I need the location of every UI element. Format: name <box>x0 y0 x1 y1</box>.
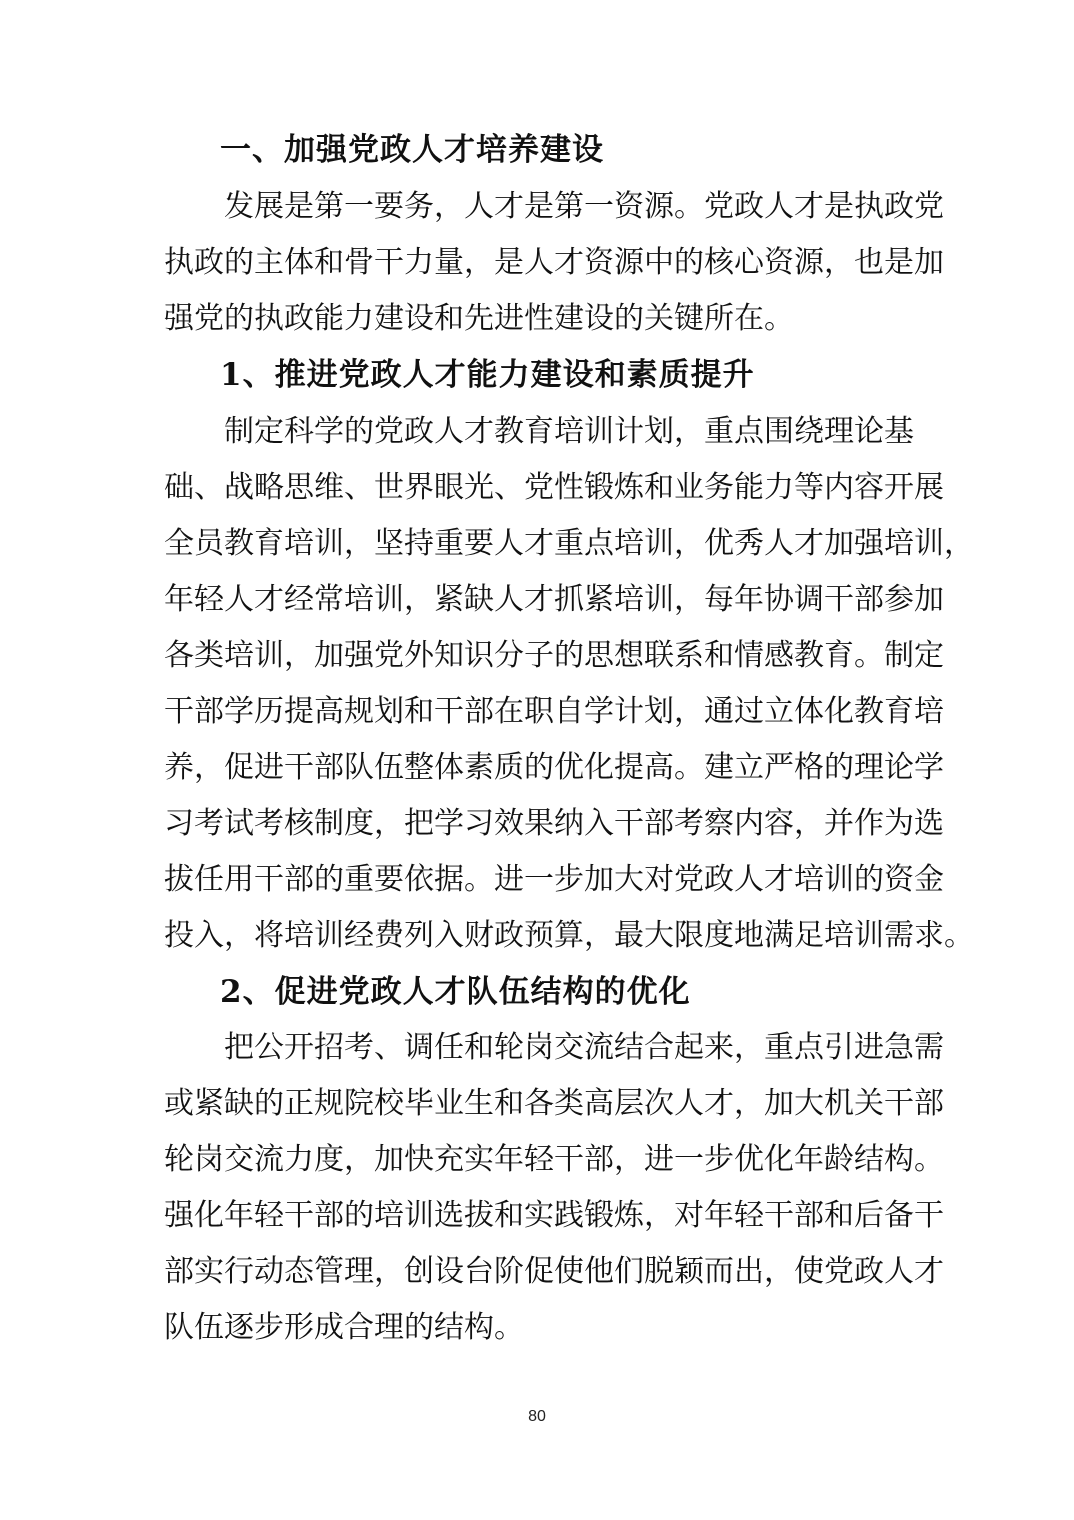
text-line: 制定科学的党政人才教育培训计划，重点围绕理论基 <box>224 414 914 449</box>
subheading-1: 1、推进党政人才能力建设和素质提升 <box>220 357 755 393</box>
text-line: 习考试考核制度，把学习效果纳入干部考察内容，并作为选 <box>164 806 944 841</box>
section-heading: 一、加强党政人才培养建设 <box>220 132 604 168</box>
text-line: 强党的执政能力建设和先进性建设的关键所在。 <box>164 301 794 336</box>
text-line: 发展是第一要务，人才是第一资源。党政人才是执政党 <box>224 189 944 224</box>
text-line: 把公开招考、调任和轮岗交流结合起来，重点引进急需 <box>224 1030 944 1065</box>
text-line: 础、战略思维、世界眼光、党性锻炼和业务能力等内容开展 <box>164 470 944 505</box>
text-line: 强化年轻干部的培训选拔和实践锻炼，对年轻干部和后备干 <box>164 1198 944 1233</box>
text-line: 养，促进干部队伍整体素质的优化提高。建立严格的理论学 <box>164 750 944 785</box>
text-line: 干部学历提高规划和干部在职自学计划，通过立体化教育培 <box>164 694 944 729</box>
text-line: 各类培训，加强党外知识分子的思想联系和情感教育。制定 <box>164 638 944 673</box>
text-line: 拔任用干部的重要依据。进一步加大对党政人才培训的资金 <box>164 862 944 897</box>
page-number: 80 <box>528 1408 546 1425</box>
text-line: 轮岗交流力度，加快充实年轻干部，进一步优化年龄结构。 <box>164 1142 944 1177</box>
text-line: 队伍逐步形成合理的结构。 <box>164 1310 524 1345</box>
text-line: 年轻人才经常培训，紧缺人才抓紧培训，每年协调干部参加 <box>164 582 944 617</box>
text-line: 全员教育培训，坚持重要人才重点培训，优秀人才加强培训， <box>164 526 974 561</box>
text-line: 投入，将培训经费列入财政预算，最大限度地满足培训需求。 <box>164 918 974 953</box>
text-line: 执政的主体和骨干力量，是人才资源中的核心资源，也是加 <box>164 245 944 280</box>
text-line: 或紧缺的正规院校毕业生和各类高层次人才，加大机关干部 <box>164 1086 944 1121</box>
text-line: 部实行动态管理，创设台阶促使他们脱颖而出，使党政人才 <box>164 1254 944 1289</box>
subheading-2: 2、促进党政人才队伍结构的优化 <box>220 974 691 1010</box>
